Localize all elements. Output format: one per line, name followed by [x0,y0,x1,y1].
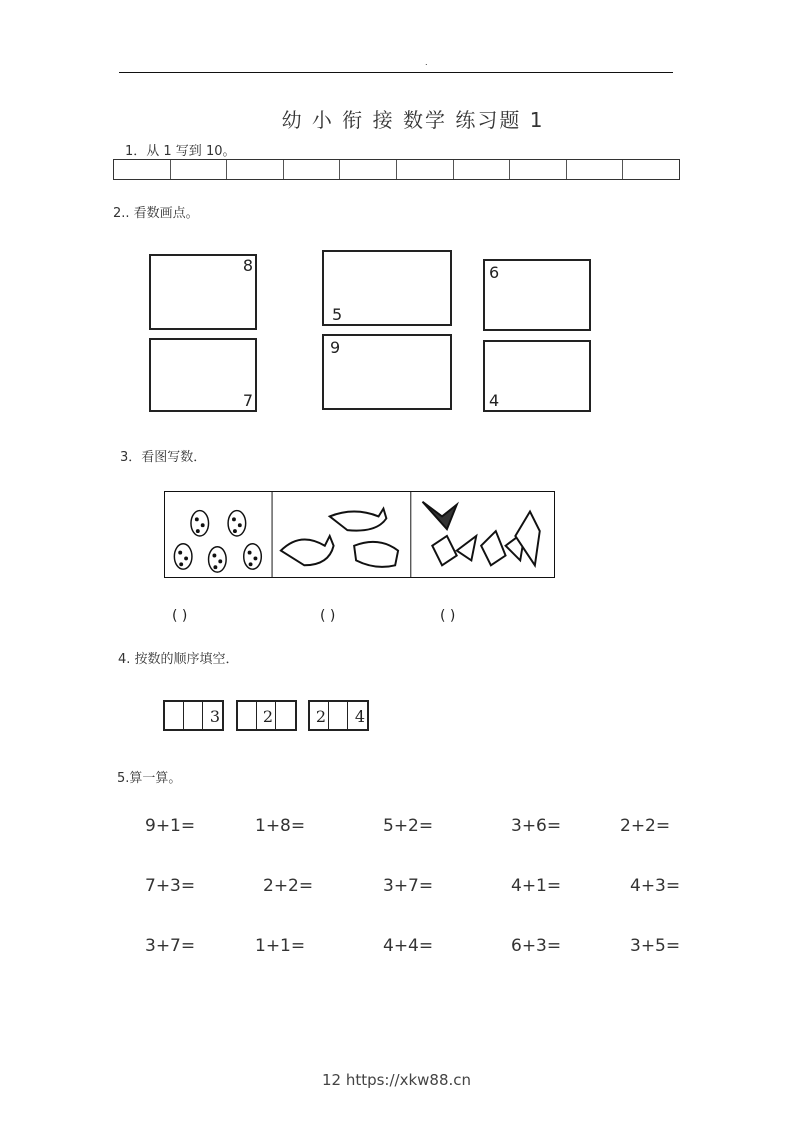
question-3-label: 3．看图写数． [120,450,207,465]
write-cell[interactable] [567,160,624,179]
header-rule [119,72,673,73]
write-cell[interactable] [227,160,284,179]
equation: 7+3= [145,876,196,896]
sequence-group [163,700,224,731]
sequence-cell[interactable]: 3 [209,707,220,726]
picture-strip [164,491,555,578]
equation: 4+4= [383,936,434,956]
equation: 4+3= [630,876,681,896]
sequence-cell[interactable] [238,702,257,729]
write-cell[interactable] [114,160,171,179]
page-title: 幼 小 衔 接 数学 练习题 1 [281,108,545,132]
question-5-label: 5.算一算。 [117,771,182,786]
equation: 1+1= [255,936,306,956]
box-number: 6 [489,263,500,282]
equation: 3+7= [383,876,434,896]
equation: 1+8= [255,816,306,836]
equation: 9+1= [145,816,196,836]
equation: 3+6= [511,816,562,836]
equation: 2+2= [263,876,314,896]
equation: 5+2= [383,816,434,836]
answer-blank[interactable]: ( ) [320,608,336,624]
equation: 4+1= [511,876,562,896]
box-number: 8 [242,256,253,275]
sequence-cell[interactable] [276,702,295,729]
dot-box[interactable] [483,340,591,412]
sequence-group [236,700,297,731]
dot-box[interactable] [149,254,257,330]
sequence-cell[interactable] [329,702,348,729]
write-cell[interactable] [171,160,228,179]
write-cell[interactable] [510,160,567,179]
answer-blank[interactable]: ( ) [172,608,188,624]
box-number: 4 [489,391,500,410]
question-2-label: 2.. 看数画点。 [113,206,199,221]
write-cell[interactable] [340,160,397,179]
sequence-cell[interactable]: 4 [354,707,365,726]
equation: 6+3= [511,936,562,956]
sequence-cell[interactable] [165,702,184,729]
write-cell[interactable] [623,160,679,179]
sequence-cell[interactable]: 2 [310,702,329,729]
cat-icons [281,509,398,567]
box-number: 7 [242,391,253,410]
dot-box[interactable] [149,338,257,412]
dot-box[interactable] [322,334,452,410]
write-cell[interactable] [284,160,341,179]
butterfly-icons [423,502,540,566]
sequence-cell[interactable] [184,702,203,729]
dot-box[interactable] [483,259,591,331]
ladybug-icons [174,511,261,573]
write-grid [113,159,680,180]
page-footer: 12 https://xkw88.cn [321,1071,472,1089]
box-number: 9 [330,338,341,357]
header-dot: . [425,58,428,67]
dot-box[interactable] [322,250,452,326]
write-cell[interactable] [454,160,511,179]
equation: 2+2= [620,816,671,836]
sequence-cell[interactable]: 2 [257,702,276,729]
question-4-label: 4. 按数的顺序填空． [118,652,239,667]
equation: 3+5= [630,936,681,956]
question-1-label: 1．从 1 写到 10。 [125,144,236,159]
answer-blank[interactable]: ( ) [440,608,456,624]
equation: 3+7= [145,936,196,956]
box-number: 5 [332,305,343,324]
sequence-group [308,700,369,731]
write-cell[interactable] [397,160,454,179]
